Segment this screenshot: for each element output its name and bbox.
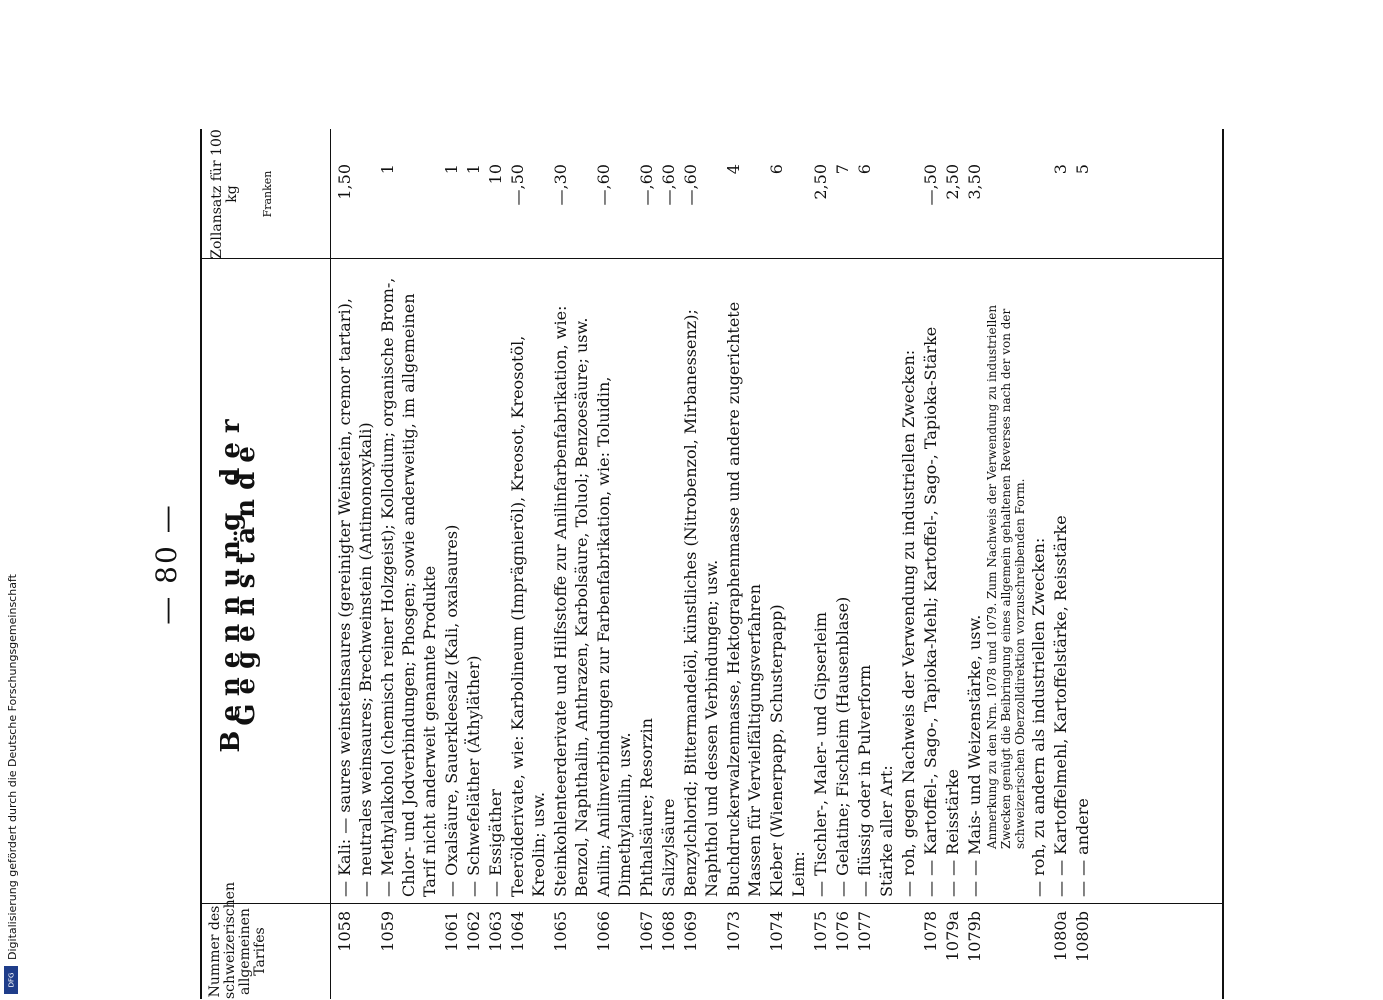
item-description-cell [1072,277,1093,897]
item-description-cell [723,277,765,897]
item-description-cell [920,277,941,897]
duty-rate: —,30 [551,164,570,206]
table-row [854,129,875,999]
item-description-cell [441,277,462,897]
tariff-number: 1065 [551,911,570,952]
table-row [441,129,462,999]
item-description-cell [550,277,592,897]
item-description-cell [377,277,440,897]
tariff-number: 1068 [659,911,678,952]
item-description-cell [636,277,657,897]
tariff-number: 1073 [724,911,743,952]
item-description-cell [942,277,963,897]
item-description-cell [334,277,376,897]
duty-rate: 7 [833,164,852,175]
item-description: Buchdruckerwalzenmasse, Hektographenmasse und andere zugerichtete Massen für Vervielfältigungsverfahren [724,301,764,897]
tariff-table [200,129,1224,999]
table-row [788,129,809,999]
table-row [964,129,1027,999]
table-row [832,129,853,999]
duty-rate: 10 [486,164,505,185]
table-row [507,129,549,999]
item-description: Steinkohlenteerderivate und Hilfsstoffe zur Anilinfarbenfabrikation, wie: Benzol, Naphthalin, Anthrazen, Karbolsäure, Toluol; Benzoesäure; usw. [551,305,591,897]
duty-rate: —,60 [594,164,613,206]
tariff-number: 1069 [681,911,700,952]
tariff-number: 1076 [833,911,852,952]
item-description: Teerölderivate, wie: Karbolineum (Imprägnieröl), Kreosot, Kreosotöl, Kreolin; usw. [508,335,548,897]
header-rate-label: Zollansatz für 100 kg [209,129,240,259]
table-row [550,129,592,999]
item-description: Phthalsäure; Resorzin [637,718,656,897]
duty-rate: —,60 [681,164,700,206]
duty-rate: 1 [464,164,483,175]
item-description-cell [788,277,809,897]
duty-rate: —,60 [637,164,656,206]
table-row [485,129,506,999]
item-description: — roh, zu andern als industriellen Zwecken: [1029,537,1048,897]
tariff-number: 1075 [811,911,830,952]
table-row [766,129,787,999]
table-row [463,129,484,999]
table-row [1028,129,1049,999]
table-row [942,129,963,999]
duty-rate: 2,50 [943,164,962,200]
table-row [680,129,722,999]
duty-rate: —,50 [921,164,940,206]
item-description: — Oxalsäure, Sauerkleesalz (Kali, oxalsaures) [442,524,461,897]
digitization-credit-sidebar [0,0,26,1000]
tariff-number: 1079a [943,911,962,962]
tariff-number: 1079b [965,911,984,962]
item-description: — — Reisstärke [943,768,962,897]
item-description-cell [766,277,787,897]
item-description: — Essigäther [486,789,505,897]
item-description-cell [964,277,1027,897]
item-description-cell [463,277,484,897]
tariff-number: 1064 [508,911,527,952]
item-description: — Methylalkohol (chemisch reiner Holzgeist); Kollodium; organische Brom-, Chlor- und Jodverbindungen; Phosgen; sowie anderweitig, im allgemeinen Tarif nicht anderweit genannte Produkte [378,277,439,897]
dfg-logo [4,966,18,994]
item-description-cell [593,277,635,897]
duty-rate: 3,50 [965,164,984,200]
table-row [920,129,941,999]
item-description: — flüssig oder in Pulverform [855,664,874,897]
table-row [723,129,765,999]
page-number: — 80 — [150,503,183,625]
item-description: — Kali: — saures weinsteinsaures (gereinigter Weinstein, cremor tartari), — neutrales weinsaures; Brechweinstein (Antimonoxykali) [335,298,375,897]
tariff-number: 1080a [1051,911,1070,962]
item-description-cell [876,277,897,897]
item-description-cell [898,277,919,897]
item-note: Anmerkung zu den Nrn. 1078 und 1079. Zum Nachweis der Verwendung zu industriellen Zwecken genügt die Beibringung eines allgemein gehaltenen Reverses nach der von der schweizerischen Oberzolldirektion vorzuschreibenden Form. [985,304,1027,849]
tariff-number: 1063 [486,911,505,952]
duty-rate: 5 [1073,164,1092,175]
item-description: — roh, gegen Nachweis der Verwendung zu industriellen Zwecken: [899,349,918,897]
item-description: — Schwefeläther (Äthyläther) [464,655,483,897]
table-row [1072,129,1093,999]
table-row [377,129,440,999]
header-rule [330,129,331,999]
tariff-number: 1080b [1073,911,1092,962]
item-description-cell [854,277,875,897]
tariff-number: 1066 [594,911,613,952]
duty-rate: 1 [378,164,397,175]
item-description: — Tischler-, Maler- und Gipserleim [811,611,830,897]
table-row [898,129,919,999]
tariff-number: 1078 [921,911,940,952]
tariff-number: 1067 [637,911,656,952]
tariff-number: 1062 [464,911,483,952]
item-description: — Gelatine; Fischleim (Hausenblase) [833,596,852,897]
duty-rate: 3 [1051,164,1070,175]
tariff-number: 1077 [855,911,874,952]
item-description: Leim: [789,851,808,897]
digitization-credit: Digitalisierung gefördert durch die Deutsche Forschungsgemeinschaft [6,574,19,960]
item-description-cell [1028,277,1049,897]
item-description-cell [485,277,506,897]
tariff-number: 1059 [378,911,397,952]
item-description: Stärke aller Art: [877,765,896,897]
table-row [876,129,897,999]
header-number-column: Nummer des schweizerischen allgemeinen Tarifes [207,882,268,999]
dfg-logo-text: DFG [7,972,15,988]
item-description: — — Kartoffel-, Sago-, Tapioka-Mehl; Kartoffel-, Sago-, Tapioka-Stärke [921,326,940,897]
header-name-column: Benennung der Gegenstände [216,410,261,753]
table-row [1050,129,1071,999]
duty-rate: —,50 [508,164,527,206]
table-row [334,129,376,999]
item-description: — — Kartoffelmehl, Kartoffelstärke, Reisstärke [1051,515,1070,897]
table-row [658,129,679,999]
item-description-cell [507,277,549,897]
item-description: Benzylchlorid; Bittermandelöl, künstliches (Nitrobenzol, Mirbanessenz); Naphthol und dessen Verbindungen; usw. [681,309,721,897]
item-description-cell [1050,277,1071,897]
item-description: Kleber (Wienerpapp, Schusterpapp) [767,604,786,897]
item-description-cell [658,277,679,897]
tariff-number: 1061 [442,911,461,952]
item-description: — — andere [1073,798,1092,897]
table-row [810,129,831,999]
duty-rate: 2,50 [811,164,830,200]
duty-rate: 6 [767,164,786,175]
item-description-cell [832,277,853,897]
item-description: Anilin; Anilinverbindungen zur Farbenfabrikation, wie: Toluidin, Dimethylanilin, usw. [594,376,634,897]
table-row [636,129,657,999]
item-description: — — Mais- und Weizenstärke, usw. [965,614,984,897]
table-row [593,129,635,999]
duty-rate: 1,50 [335,164,354,200]
duty-rate: 6 [855,164,874,175]
tariff-number: 1058 [335,911,354,952]
item-description-cell [680,277,722,897]
duty-rate: 4 [724,164,743,175]
item-description: Salizylsäure [659,798,678,897]
header-rate-unit: Franken [261,170,274,218]
item-description-cell [810,277,831,897]
table-body [334,129,1094,999]
duty-rate: 1 [442,164,461,175]
header-rate-column [210,129,275,259]
duty-rate: —,60 [659,164,678,206]
rotated-page [140,129,1220,999]
tariff-number: 1074 [767,911,786,952]
